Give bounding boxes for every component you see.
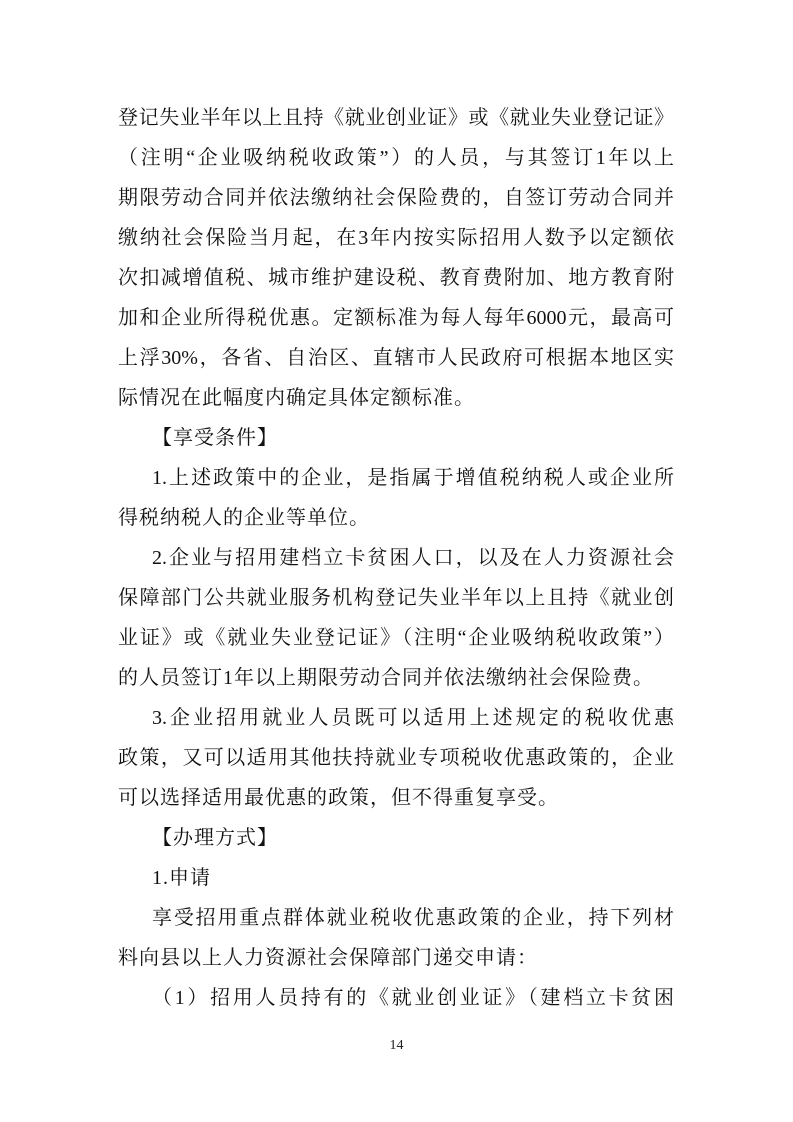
text-line: 【办理方式】 (152, 827, 278, 849)
text-line: 保障部门公共就业服务机构登记失业半年以上且持《就业创 (118, 587, 674, 609)
text-line: 登记失业半年以上且持《就业创业证》或《就业失业登记证》 (118, 107, 674, 129)
text-line: 2.企业与招用建档立卡贫困人口，以及在人力资源社会 (152, 547, 674, 569)
text-line: 次扣减增值税、城市维护建设税、教育费附加、地方教育附 (118, 267, 674, 289)
text-line: 料向县以上人力资源社会保障部门递交申请： (118, 947, 538, 969)
text-line: 1.上述政策中的企业，是指属于增值税纳税人或企业所 (152, 467, 674, 489)
text-line: 1.申请 (152, 867, 211, 889)
text-lines (118, 98, 674, 1018)
text-line: 得税纳税人的企业等单位。 (118, 507, 370, 529)
text-line: （1）招用人员持有的《就业创业证》（建档立卡贫困 (152, 987, 674, 1009)
text-line: 【享受条件】 (152, 427, 278, 449)
text-line: 业证》或《就业失业登记证》（注明“企业吸纳税收政策”） (118, 627, 674, 649)
page-number: 14 (389, 1038, 404, 1053)
text-line: 缴纳社会保险当月起，在3年内按实际招用人数予以定额依 (118, 227, 674, 249)
text-line: 加和企业所得税优惠。定额标准为每人每年6000元，最高可 (118, 307, 674, 329)
text-line: 的人员签订1年以上期限劳动合同并依法缴纳社会保险费。 (118, 667, 654, 689)
text-line: 期限劳动合同并依法缴纳社会保险费的，自签订劳动合同并 (118, 187, 674, 209)
text-line: 上浮30%，各省、自治区、直辖市人民政府可根据本地区实 (118, 347, 674, 369)
text-line: 际情况在此幅度内确定具体定额标准。 (118, 387, 475, 409)
text-line: 政策，又可以适用其他扶持就业专项税收优惠政策的，企业 (118, 747, 674, 769)
text-line: 3.企业招用就业人员既可以适用上述规定的税收优惠 (152, 707, 674, 729)
text-line: （注明“企业吸纳税收政策”）的人员，与其签订1年以上 (118, 147, 674, 169)
text-line: 享受招用重点群体就业税收优惠政策的企业，持下列材 (152, 907, 674, 929)
text-line: 可以选择适用最优惠的政策，但不得重复享受。 (118, 787, 559, 809)
